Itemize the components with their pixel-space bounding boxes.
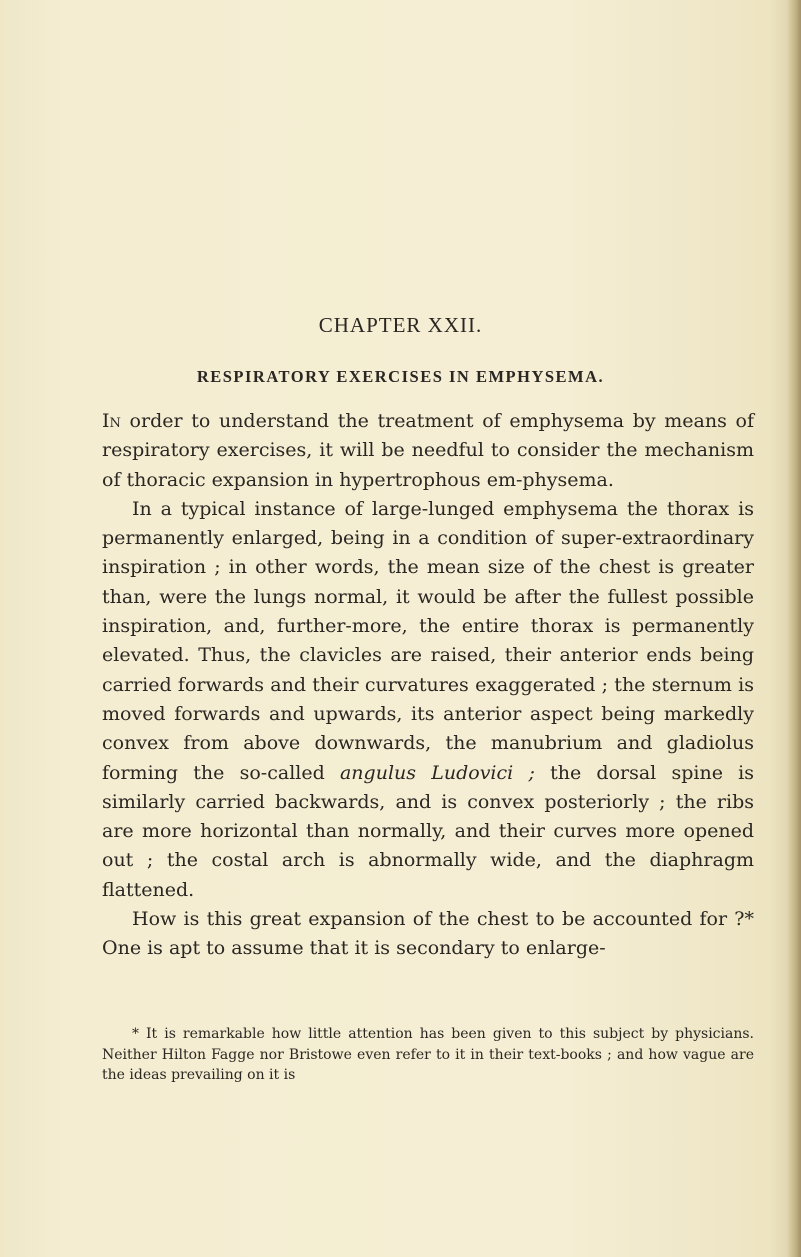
footnote: [102, 1024, 754, 1086]
body-text: [102, 407, 754, 964]
paragraph-2-text-a: In a typical instance of large-lunged emphysema the thorax is permanently enlarged, being in a condition of super-extraordinary inspiration ; in other words, the mean size of the chest is greater than, were the lungs normal, it would be after the fullest possible inspiration, and, further-more, the entire thorax is permanently elevated. Thus, the clavicles are raised, their anterior ends being carried forwards and their curvatures exaggerated ; the sternum is moved forwards and upwards, its anterior aspect being markedly convex from above downwards, the manubrium and gladiolus forming the so-called: [102, 497, 754, 784]
paragraph-3: How is this great expansion of the chest to be accounted for ?* One is apt to assume that it is secondary to enlarge-: [102, 908, 754, 960]
page-edge: [787, 0, 801, 1257]
paragraph-2-text-b: the dorsal spine is similarly carried backwards, and is convex posteriorly ; the ribs are more horizontal than normally, and their curves more opened out ; the costal arch is abnormally wide, and the diaphragm flattened.: [102, 761, 755, 901]
paragraph-lead-word: In: [102, 410, 121, 432]
footnote-text: * It is remarkable how little attention has been given to this subject by physicians. Neither Hilton Fagge nor Bristowe even refer to it in their text-books ; and how vague are the ideas prevailing on it is: [102, 1026, 754, 1083]
paragraph-1: [102, 407, 754, 495]
paragraph-1-text: order to understand the treatment of emphysema by means of respiratory exercises, it will be needful to consider the mechanism of thoracic expansion in hypertrophous em-physema.: [102, 410, 754, 491]
section-title: RESPIRATORY EXERCISES IN EMPHYSEMA.: [196, 367, 605, 386]
paragraph-2: [102, 495, 754, 905]
chapter-heading: CHAPTER XXII.: [318, 313, 483, 337]
latin-term: angulus Ludovici ;: [339, 761, 535, 784]
